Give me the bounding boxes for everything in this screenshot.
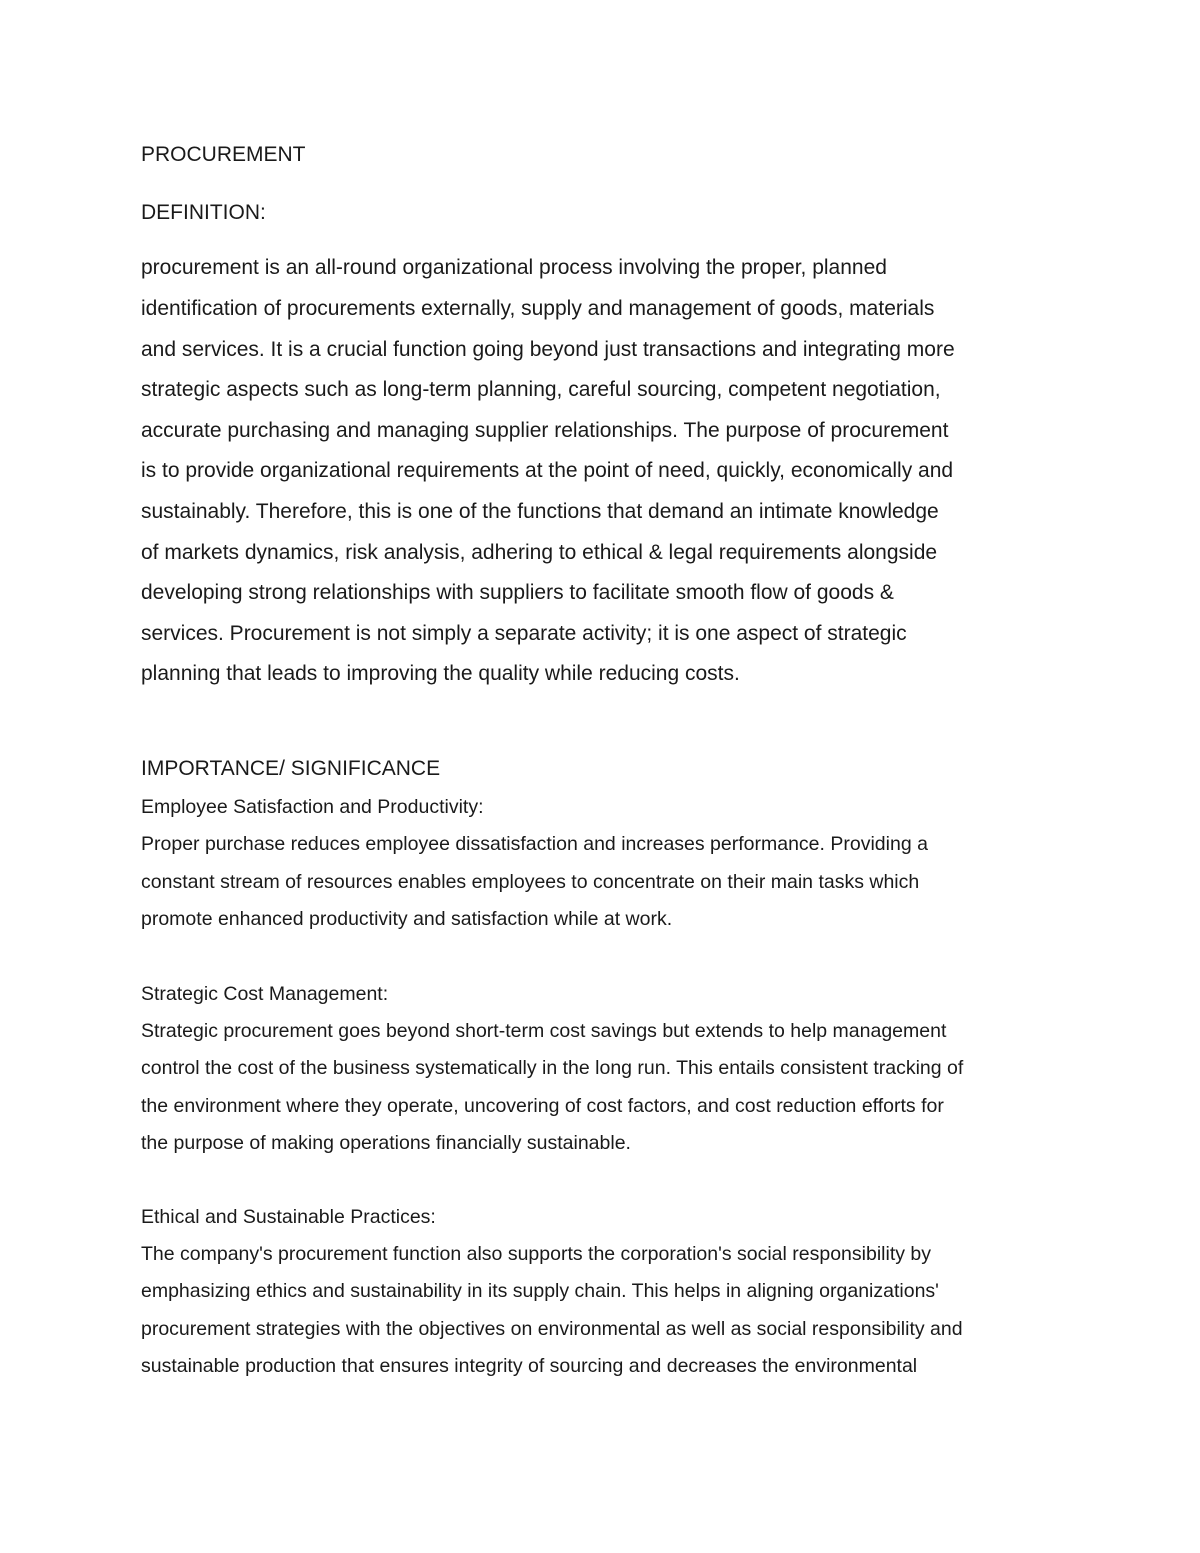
paragraph-line: identification of procurements externally, supply and management of goods, materials <box>141 297 935 320</box>
document-title: PROCUREMENT <box>141 143 306 166</box>
paragraph-line: procurement strategies with the objectives on environmental as well as social responsibility and <box>141 1318 963 1340</box>
paragraph-line: is to provide organizational requirements at the point of need, quickly, economically and <box>141 459 954 482</box>
paragraph-line: accurate purchasing and managing supplier relationships. The purpose of procurement <box>141 419 949 442</box>
paragraph-line: of markets dynamics, risk analysis, adhering to ethical & legal requirements alongside <box>141 541 938 564</box>
paragraph-line: procurement is an all-round organizational process involving the proper, planned <box>141 256 887 279</box>
paragraph-line: and services. It is a crucial function going beyond just transactions and integrating more <box>141 338 955 361</box>
paragraph-line: Strategic procurement goes beyond short-term cost savings but extends to help management <box>141 1020 947 1042</box>
paragraph-line: sustainable production that ensures integrity of sourcing and decreases the environmental <box>141 1355 918 1377</box>
paragraph-line: Proper purchase reduces employee dissatisfaction and increases performance. Providing a <box>141 833 928 855</box>
paragraph-line: promote enhanced productivity and satisfaction while at work. <box>141 908 673 930</box>
paragraph-line: developing strong relationships with suppliers to facilitate smooth flow of goods & <box>141 581 894 604</box>
paragraph-line: control the cost of the business systematically in the long run. This entails consistent tracking of <box>141 1057 964 1079</box>
paragraph-line: The company's procurement function also supports the corporation's social responsibility by <box>141 1243 932 1265</box>
section-heading: Strategic Cost Management: <box>141 983 389 1005</box>
importance-heading: IMPORTANCE/ SIGNIFICANCE <box>141 757 441 780</box>
paragraph-line: sustainably. Therefore, this is one of the functions that demand an intimate knowledge <box>141 500 939 523</box>
paragraph-line: constant stream of resources enables employees to concentrate on their main tasks which <box>141 871 920 893</box>
paragraph-line: services. Procurement is not simply a separate activity; it is one aspect of strategic <box>141 622 907 645</box>
paragraph-line: the environment where they operate, uncovering of cost factors, and cost reduction efforts for <box>141 1095 944 1117</box>
section-heading: Ethical and Sustainable Practices: <box>141 1206 436 1228</box>
paragraph-line: planning that leads to improving the quality while reducing costs. <box>141 662 740 685</box>
paragraph-line: emphasizing ethics and sustainability in its supply chain. This helps in aligning organizations' <box>141 1280 939 1302</box>
section-heading: Employee Satisfaction and Productivity: <box>141 796 484 818</box>
definition-heading: DEFINITION: <box>141 201 266 224</box>
paragraph-line: the purpose of making operations financially sustainable. <box>141 1132 631 1154</box>
paragraph-line: strategic aspects such as long-term planning, careful sourcing, competent negotiation, <box>141 378 941 401</box>
